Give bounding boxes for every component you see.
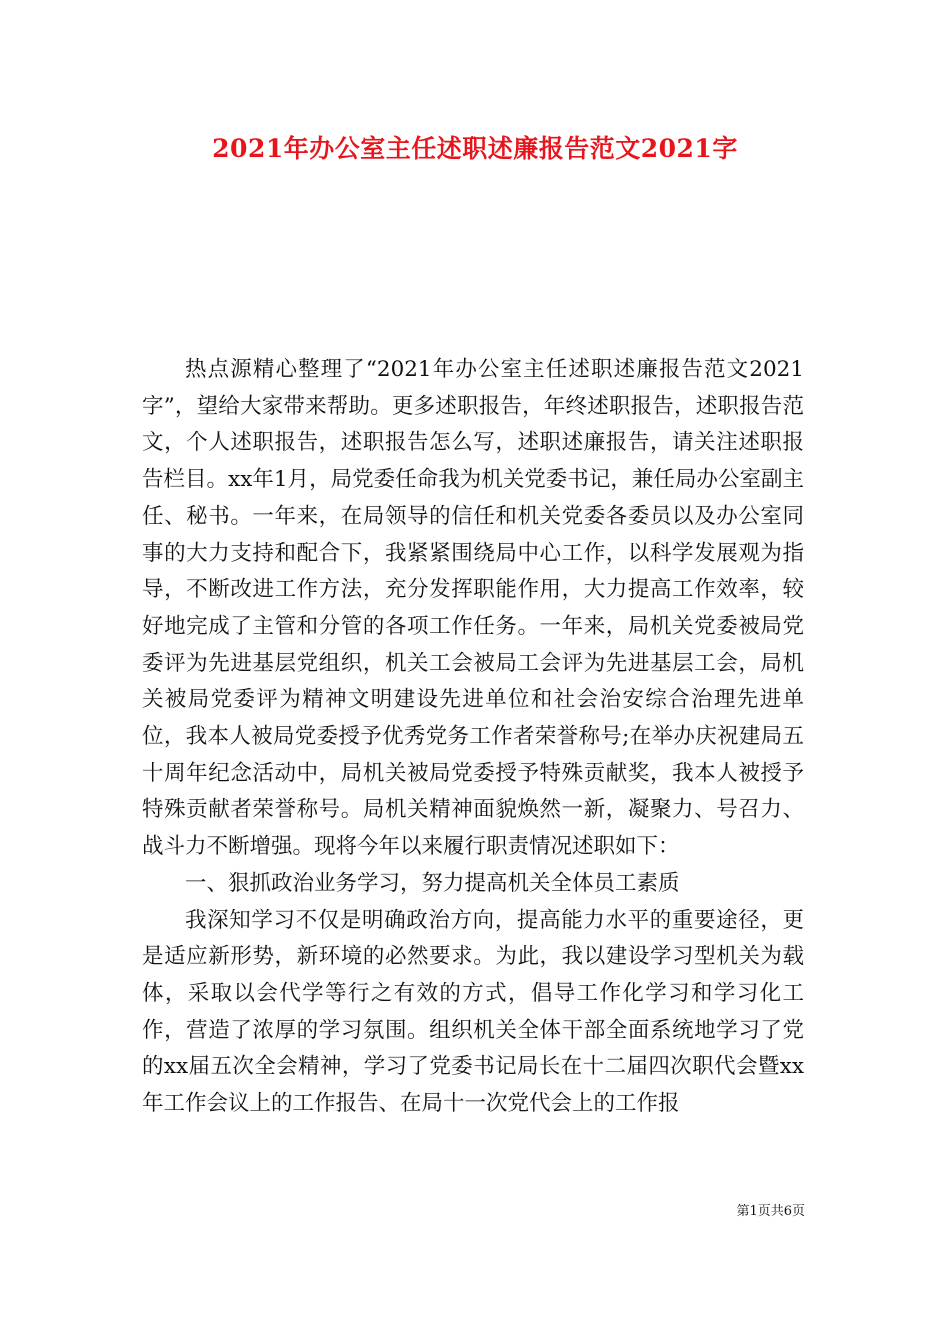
document-body: [142, 352, 804, 1123]
paragraph-intro: 热点源精心整理了“2021年办公室主任述职述廉报告范文2021字”，望给大家带来帮助。更多述职报告，年终述职报告，述职报告范文，个人述职报告，述职报告怎么写，述职述廉报告，请关注述职报告栏目。xx年1月，局党委任命我为机关党委书记，兼任局办公室副主任、秘书。一年来，在局领导的信任和机关党委各委员以及办公室同事的大力支持和配合下，我紧紧围绕局中心工作，以科学发展观为指导，不断改进工作方法，充分发挥职能作用，大力提高工作效率，较好地完成了主管和分管的各项工作任务。一年来，局机关党委被局党委评为先进基层党组织，机关工会被局工会评为先进基层工会，局机关被局党委评为精神文明建设先进单位和社会治安综合治理先进单位，我本人被局党委授予优秀党务工作者荣誉称号;在举办庆祝建局五十周年纪念活动中，局机关被局党委授予特殊贡献奖，我本人被授予特殊贡献者荣誉称号。局机关精神面貌焕然一新，凝聚力、号召力、战斗力不断增强。现将今年以来履行职责情况述职如下：: [142, 357, 804, 860]
document-title: 2021年办公室主任述职述廉报告范文2021字: [212, 134, 738, 163]
paragraph-study: 我深知学习不仅是明确政治方向，提高能力水平的重要途径，更是适应新形势，新环境的必然要求。为此，我以建设学习型机关为载体，采取以会代学等行之有效的方式，倡导工作化学习和学习化工作，营造了浓厚的学习氛围。组织机关全体干部全面系统地学习了党的xx届五次全会精神，学习了党委书记局长在十二届四次职代会暨xx年工作会议上的工作报告、在局十一次党代会上的工作报: [142, 907, 804, 1117]
section-heading-1: 一、狠抓政治业务学习，努力提高机关全体员工素质: [185, 870, 680, 896]
page-number-footer: 第1页共6页: [736, 1204, 805, 1219]
